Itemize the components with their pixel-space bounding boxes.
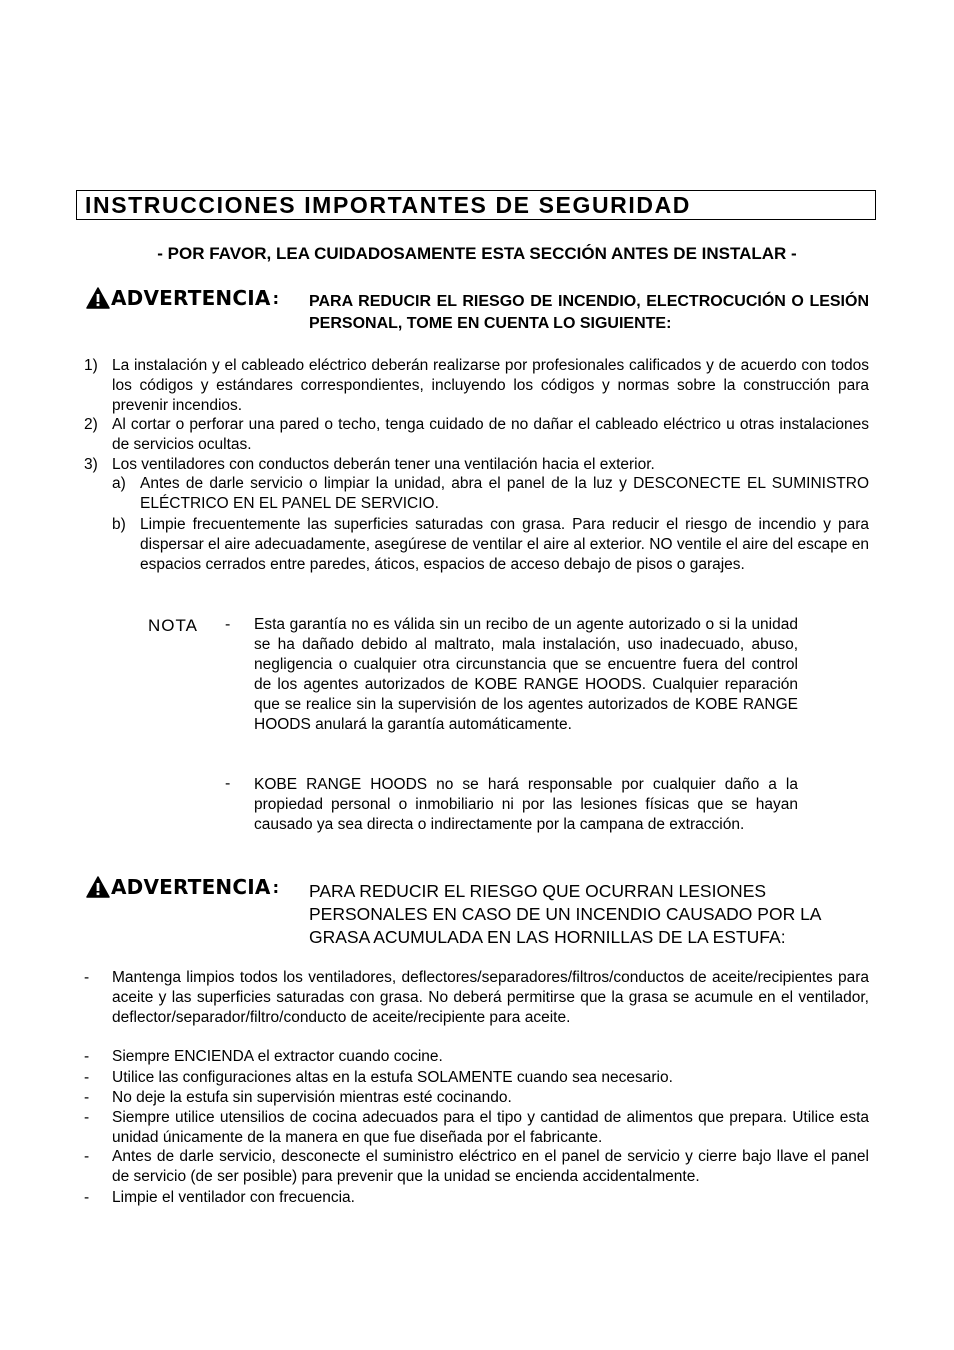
warning-heading-1 <box>86 286 279 310</box>
bullet-dash: - <box>84 1089 90 1106</box>
list-item-text: Los ventiladores con conductos deberán tener una ventilación hacia el exterior. <box>112 456 655 473</box>
nota-text: Esta garantía no es válida sin un recibo de un agente autorizado o si la unidad se ha dañado debido al maltrato, mala instalación, uso inadecuado, abuso, negligencia o cualquier otra circunstancia que se encuentre fuera del control de los agentes autorizados de KOBE RANGE HOODS. Cualquier reparación que se realice sin la supervisión de los agentes autorizados de KOBE RANGE HOODS anulará la garantía automáticamente. <box>254 616 798 733</box>
bullet-dash: - <box>84 1189 90 1206</box>
list-item-number: 1) <box>84 357 98 374</box>
warning-text-1: PARA REDUCIR EL RIESGO DE INCENDIO, ELECTROCUCIÓN O LESIÓN PERSONAL, TOME EN CUENTA LO SIGUIENTE: <box>309 293 869 332</box>
nota-dash: - <box>225 775 231 792</box>
bullet-text: Siempre ENCIENDA el extractor cuando cocine. <box>112 1048 443 1065</box>
nota-text: KOBE RANGE HOODS no se hará responsable por cualquier daño a la propiedad personal o inmobiliario ni por las lesiones físicas que se hayan causado ya sea directa o indirectamente por la campana de extracción. <box>254 776 798 833</box>
bullet-dash: - <box>84 969 90 986</box>
sublist-item-text: Limpie frecuentemente las superficies saturadas con grasa. Para reducir el riesgo de incendio y para dispersar el aire adecuadamente, asegúrese de ventilar el aire al exterior. NO ventile el aire del escape en espacios cerrados entre paredes, áticos, espacios de acceso debajo de pisos o garajes. <box>140 516 869 573</box>
bullet-text: Utilice las configuraciones altas en la estufa SOLAMENTE cuando sea necesario. <box>112 1069 673 1086</box>
bullet-text: Mantenga limpios todos los ventiladores, deflectores/separadores/filtros/conductos de aceite/recipientes para aceite y las superficies saturadas con grasa. No deberá permitirse que la grasa se acumule en el ventilador, deflector/separador/filtro/conducto de aceite/recipiente para aceite. <box>112 969 869 1026</box>
sublist-item-letter: a) <box>112 475 126 492</box>
bullet-dash: - <box>84 1048 90 1065</box>
page-title: INSTRUCCIONES IMPORTANTES DE SEGURIDAD <box>85 192 692 218</box>
list-item-text: La instalación y el cableado eléctrico deberán realizarse por profesionales calificados y de acuerdo con todos los códigos y estándares correspondientes, incluyendo los códigos y normas sobre la construcción para prevenir incendios. <box>112 357 869 414</box>
bullet-text: Antes de darle servicio, desconecte el suministro eléctrico en el panel de servicio y cierre bajo llave el panel de servicio (de ser posible) para prevenir que la unidad se encienda accidentalmente. <box>112 1148 869 1185</box>
bullet-text: Limpie el ventilador con frecuencia. <box>112 1189 355 1206</box>
warning-triangle-icon <box>86 876 110 898</box>
bullet-text: No deje la estufa sin supervisión mientras esté cocinando. <box>112 1089 512 1106</box>
bullet-dash: - <box>84 1069 90 1086</box>
warning-heading-2 <box>86 875 279 899</box>
list-item-text: Al cortar o perforar una pared o techo, tenga cuidado de no dañar el cableado eléctrico u otras instalaciones de servicios ocultas. <box>112 416 869 453</box>
subtitle: - POR FAVOR, LEA CUIDADOSAMENTE ESTA SECCIÓN ANTES DE INSTALAR - <box>157 244 797 263</box>
warning-label: ADVERTENCIA <box>111 286 271 310</box>
warning-colon: : <box>272 288 280 308</box>
bullet-dash: - <box>84 1148 90 1165</box>
bullet-text: Siempre utilice utensilios de cocina adecuados para el tipo y cantidad de alimentos que prepara. Utilice esta unidad únicamente de la manera en que fue diseñada por el fabricante. <box>112 1109 869 1146</box>
bullet-dash: - <box>84 1109 90 1126</box>
list-item-number: 3) <box>84 456 98 473</box>
warning-colon: : <box>272 877 280 897</box>
warning-text-2: PARA REDUCIR EL RIESGO QUE OCURRAN LESIONES PERSONALES EN CASO DE UN INCENDIO CAUSADO POR LA GRASA ACUMULADA EN LAS HORNILLAS DE LA ESTUFA: <box>309 881 821 947</box>
nota-label: NOTA <box>148 616 198 635</box>
nota-dash: - <box>225 616 231 633</box>
sublist-item-text: Antes de darle servicio o limpiar la unidad, abra el panel de la luz y DESCONECTE EL SUMINISTRO ELÉCTRICO EN EL PANEL DE SERVICIO. <box>140 475 869 512</box>
sublist-item-letter: b) <box>112 516 126 533</box>
warning-label: ADVERTENCIA <box>111 875 271 899</box>
warning-triangle-icon <box>86 287 110 309</box>
title-box <box>76 190 876 220</box>
list-item-number: 2) <box>84 416 98 433</box>
